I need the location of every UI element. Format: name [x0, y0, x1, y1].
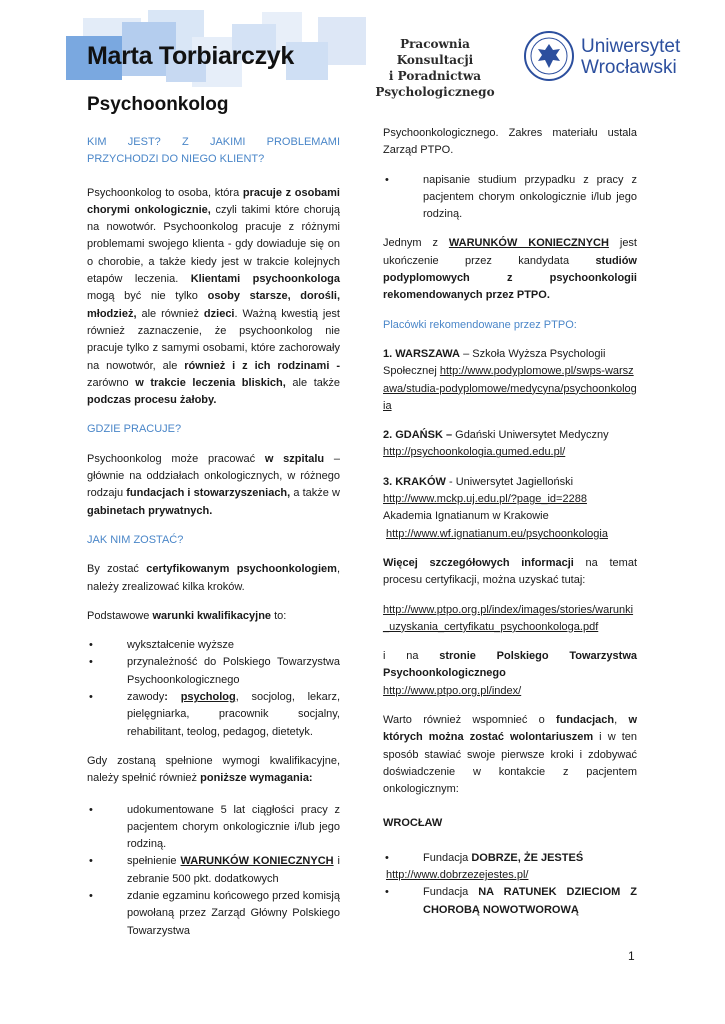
page-number: 1 [628, 949, 635, 963]
list-item: • zawody: psycholog, socjolog, lekarz, pielęgniarka, pracownik socjalny, rehabilitant, teolog, pedagog, dietetyk. [89, 691, 340, 738]
paragraph: i na stronie Polskiego Towarzystwa Psychoonkologicznego http://www.ptpo.org.pl/index/ [383, 650, 637, 697]
paragraph: Więcej szczegółowych informacji na temat procesu certyfikacji, można uzyskać tutaj: [383, 556, 637, 587]
paragraph: Psychoonkologicznego. Zakres materiału ustala Zarząd PTPO. [383, 127, 637, 157]
paragraph: By zostać certyfikowanym psychoonkologiem, należy zrealizować kilka kroków. [87, 563, 340, 593]
link-gumed[interactable]: http://psychoonkologia.gumed.edu.pl/ [383, 446, 566, 459]
link-ignatianum[interactable]: http://www.wf.ignatianum.eu/psychoonkologia [386, 527, 608, 540]
paragraph: Psychoonkolog to osoba, która pracuje z osobami chorymi onkologicznie, czyli takimi które chorują na nowotwór. Psychoonkolog pracuje z różnymi problemami swojego klienta - gdy dowiaduje się on o chorobie, a także kiedy jest w trakcie kolejnych etapów leczenia. Klientami psychoonkologa mogą być nie tylko osoby starsze, dorośli, młodzież, ale również dzieci. Ważną kwestią jest również zaznaczenie, że psychoonkolog nie pracuje tylko z samymi osobami, które zachorowały na nowotwór, ale również i z ich rodzinami - zarówno w trakcie leczenia bliskich, ale także podczas procesu żałoby. [87, 186, 341, 407]
section-heading: GDZIE PRACUJE? [87, 423, 182, 436]
list-item: • napisanie studium przypadku z pracy z pacjentem chorym onkologicznie i/lub jego rodziną. [385, 173, 637, 221]
paragraph [383, 602, 637, 637]
list-item: • Fundacja DOBRZE, ŻE JESTEŚ [385, 851, 584, 864]
list-item: • spełnienie WARUNKÓW KONIECZNYCH i zebranie 500 pkt. dodatkowych [89, 855, 341, 885]
link-row [383, 867, 637, 884]
section-heading: WROCŁAW [383, 816, 443, 829]
list-item: • Fundacja NA RATUNEK DZIECIOM Z CHOROBĄ NOWOTWOROWĄ [385, 886, 637, 916]
institution-warszawa: 1. WARSZAWA – Szkoła Wyższa Psychologii Społecznej http://www.podyplomowe.pl/swps-warszawa/studia-podyplomowe/medycyna/psychoonkologia [383, 347, 637, 412]
list-item: • wykształcenie wyższe [89, 639, 234, 652]
ppk-logo: Pracownia Konsultacji i Poradnictwa Psychologicznego [375, 37, 495, 99]
left-column [87, 134, 340, 940]
author-name: Marta Torbiarczyk [87, 42, 295, 70]
paragraph: Podstawowe warunki kwalifikacyjne to: [87, 609, 287, 622]
section-heading: JAK NIM ZOSTAĆ? [87, 533, 184, 546]
paragraph: Gdy zostaną spełnione wymogi kwalifikacyjne, należy spełnić również poniższe wymagania: [87, 754, 340, 785]
link-swps[interactable]: http://www.podyplomowe.pl/swps-warszawa/studia-podyplomowe/medycyna/psychoonkologia [383, 365, 637, 412]
paragraph: Psychoonkolog może pracować w szpitalu – głównie na oddziałach onkologicznych, w różnego rodzaju fundacjach i stowarzyszeniach, a także w gabinetach prywatnych. [87, 452, 340, 517]
section-heading: KIM JEST? Z JAKIMI PROBLEMAMI PRZYCHODZI DO NIEGO KLIENT? [87, 136, 340, 166]
link-dobrze-ze-jestes[interactable]: http://www.dobrzezejestes.pl/ [386, 869, 529, 882]
list-item: • zdanie egzaminu końcowego przed komisją powołaną przez Zarząd Główny Polskiego Towarzystwa [89, 889, 340, 937]
link-mckp[interactable]: http://www.mckp.uj.edu.pl/?page_id=2288 [383, 493, 587, 506]
right-column [383, 125, 637, 919]
page-subtitle: Psychoonkolog [87, 94, 229, 115]
paragraph: Jednym z WARUNKÓW KONIECZNYCH jest ukończenie przez kandydata studiów podyplomowych z psychoonkologii rekomendowanych przez PTPO. [383, 237, 637, 302]
list-item: • przynależność do Polskiego Towarzystwa Psychoonkologicznego [89, 656, 340, 686]
list-item: • udokumentowane 5 lat ciągłości pracy z pacjentem chorym onkologicznie i/lub jego rodziną. [89, 803, 340, 851]
university-logo-text: Uniwersytet Wrocławski [581, 36, 681, 78]
link-ptpo[interactable]: http://www.ptpo.org.pl/index/ [383, 684, 522, 697]
paragraph: Warto również wspomnieć o fundacjach, w których można zostać wolontariuszem i w ten sposób stawiać swoje pierwsze kroki i zdobywać doświadczenie w kontakcie z pacjentem onkologicznym: [383, 714, 637, 796]
section-heading: Placówki rekomendowane przez PTPO: [383, 318, 577, 331]
institution-gdansk: 2. GDAŃSK – Gdański Uniwersytet Medyczny http://psychoonkologia.gumed.edu.pl/ [383, 429, 609, 459]
link-ptpo-pdf[interactable]: http://www.ptpo.org.pl/index/images/stories/warunki_uzyskania_certyfikatu_psychoonkologa.pdf [383, 603, 634, 633]
institution-krakow: 3. KRAKÓW - Uniwersytet Jagielloński http://www.mckp.uj.edu.pl/?page_id=2288 Akademia Ignatianum w Krakowie http://www.wf.ignatianum.eu/psychoonkologia [383, 475, 608, 540]
university-seal-icon [523, 30, 575, 82]
